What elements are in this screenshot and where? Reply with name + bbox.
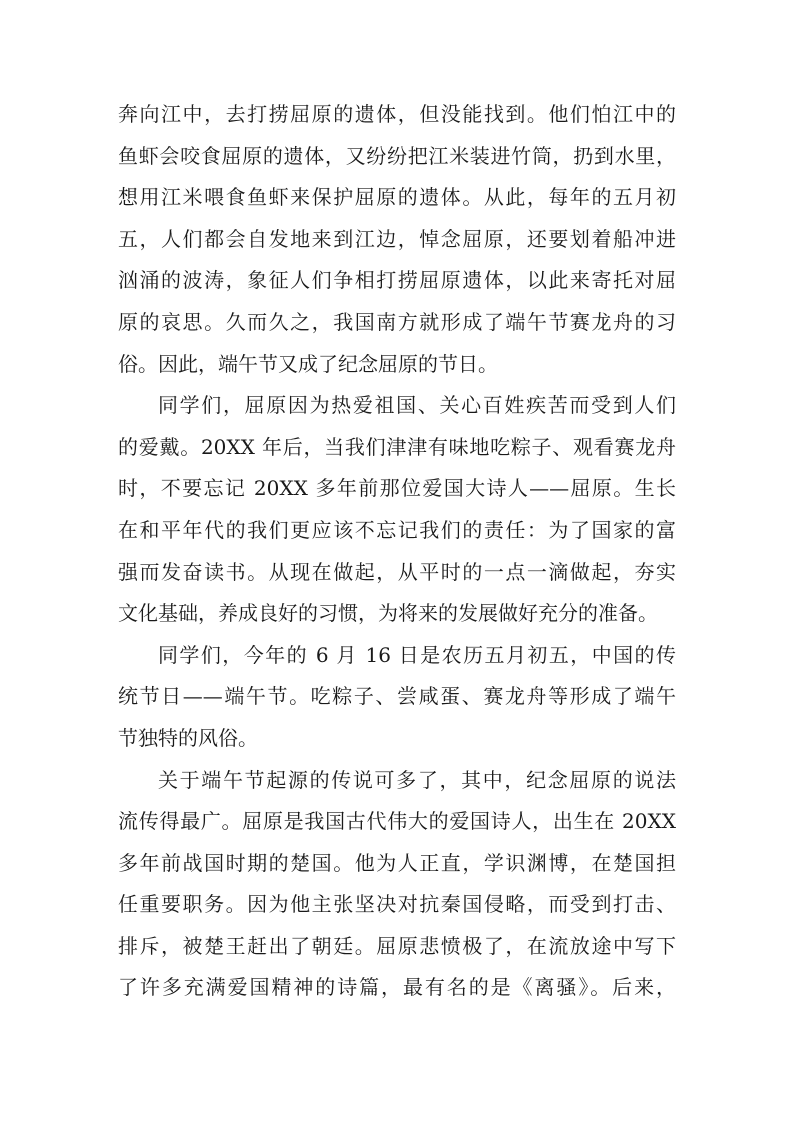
text-line: 了许多充满爱国精神的诗篇，最有名的是《离骚》。后来， (118, 975, 676, 1000)
paragraph-first-line: 关于端午节起源的传说可多了，其中，纪念屈原的说法 (158, 767, 676, 792)
text-line: 多年前战国时期的楚国。他为人正直，学识渊博，在楚国担 (118, 850, 676, 875)
text-line: 五，人们都会自发地来到江边，悼念屈原，还要划着船冲进 (118, 226, 676, 251)
text-line: 奔向江中，去打捞屈原的遗体，但没能找到。他们怕江中的 (118, 102, 676, 126)
text-line: 强而发奋读书。从现在做起，从平时的一点一滴做起，夯实 (118, 559, 676, 584)
text-line: 俗。因此，端午节又成了纪念屈原的节日。 (118, 351, 498, 376)
text-line: 想用江米喂食鱼虾来保护屈原的遗体。从此，每年的五月初 (118, 185, 676, 210)
text-line: 的爱戴。20XX 年后，当我们津津有味地吃粽子、观看赛龙舟 (118, 434, 676, 459)
text-line: 原的哀思。久而久之，我国南方就形成了端午节赛龙舟的习 (118, 309, 676, 334)
text-line: 汹涌的波涛，象征人们争相打捞屈原遗体，以此来寄托对屈 (118, 268, 676, 293)
text-line: 时，不要忘记 20XX 多年前那位爱国大诗人——屈原。生长 (118, 476, 676, 501)
paragraph-first-line: 同学们，今年的 6 月 16 日是农历五月初五，中国的传 (158, 642, 676, 667)
text-line: 鱼虾会咬食屈原的遗体，又纷纷把江米装进竹筒，扔到水里， (118, 143, 676, 168)
text-line: 文化基础，养成良好的习惯，为将来的发展做好充分的准备。 (118, 601, 658, 626)
text-line: 统节日——端午节。吃粽子、尝咸蛋、赛龙舟等形成了端午 (118, 684, 676, 709)
text-line: 任重要职务。因为他主张坚决对抗秦国侵略，而受到打击、 (118, 892, 676, 917)
text-line: 流传得最广。屈原是我国古代伟大的爱国诗人，出生在 20XX (118, 809, 676, 834)
text-line: 排斥，被楚王赶出了朝廷。屈原悲愤极了，在流放途中写下 (118, 933, 676, 958)
text-line: 在和平年代的我们更应该不忘记我们的责任：为了国家的富 (118, 517, 676, 542)
paragraph-first-line: 同学们，屈原因为热爱祖国、关心百姓疾苦而受到人们 (158, 393, 676, 418)
document-body (118, 94, 676, 1009)
text-line: 节独特的风俗。 (118, 725, 258, 750)
